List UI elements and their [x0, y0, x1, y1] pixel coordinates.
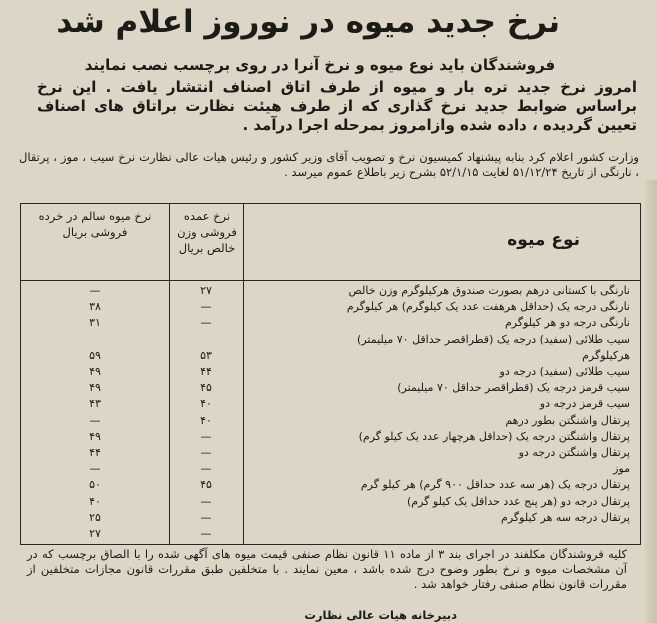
fruit-name: نارنگی درجه یک (حداقل هرهفت عدد یک کیلوگرم) هر کیلوگرم — [346, 300, 630, 314]
wholesale-price: — — [200, 462, 212, 476]
lead-paragraph: امروز نرخ جدید تره بار و میوه از طرف اتاق اصناف انتشار یافت . این نرخ براساس ضوابط جدید نرخ گذاری که از طرف هیئت نظارت براتاق های اصناف تعیین گردیده ، داده شده وازامروز بمرحله اجرا درآمد . — [37, 78, 637, 134]
col-header-wholesale: نرخ عمده فروشی وزن خالص بریال — [177, 209, 237, 255]
retail-price: ۳۱ — [89, 316, 101, 330]
retail-price: ۳۸ — [89, 300, 101, 314]
col-header-retail: نرخ میوه سالم در خرده فروشی بریال — [38, 209, 152, 239]
retail-price: ۴۴ — [89, 446, 101, 459]
header-divider — [21, 280, 640, 281]
table-row — [21, 300, 640, 314]
wholesale-price: ۵۳ — [200, 348, 212, 362]
retail-price: — — [89, 413, 101, 427]
wholesale-price: ۴۴ — [200, 365, 212, 378]
subheadline: فروشندگان باید نوع میوه و نرخ آنرا در روی برچسب نصب نمایند — [84, 56, 556, 74]
retail-price: ۲۷ — [89, 527, 101, 540]
retail-price: ۴۹ — [89, 381, 101, 395]
fruit-name: پرتقال درجه دو (هر پنج عدد حداقل یک کیلو گرم) — [407, 494, 630, 508]
table-row — [21, 316, 640, 330]
fruit-name: پرتقال واشنگتن درجه دو — [518, 446, 630, 459]
fruit-name: موز — [613, 462, 630, 476]
retail-price: ۵۰ — [89, 478, 101, 492]
wholesale-price: — — [200, 300, 212, 314]
retail-price: ۵۹ — [89, 348, 101, 362]
headline: نرخ جدید میوه در نوروز اعلام شد — [56, 4, 560, 40]
retail-price: ۴۹ — [89, 429, 101, 443]
price-table — [20, 203, 641, 545]
retail-price: ۴۹ — [89, 365, 101, 378]
table-row — [21, 446, 640, 460]
wholesale-price: — — [200, 446, 212, 459]
wholesale-price: ۴۰ — [200, 397, 212, 411]
wholesale-price: — — [200, 510, 212, 524]
fruit-name: نارنگی با کستانی درهم بصورت صندوق هرکیلوگرم وزن خالص — [348, 284, 630, 297]
fruit-name: پرتقال درجه سه هر کیلوگرم — [501, 510, 630, 524]
table-row — [21, 349, 640, 363]
table-row — [21, 430, 640, 444]
table-row — [21, 527, 640, 541]
wholesale-price: ۴۵ — [200, 381, 212, 395]
fruit-name: سیب قرمز درجه یک (قطراقصر حداقل ۷۰ میلیمتر) — [397, 381, 630, 395]
table-row — [21, 381, 640, 395]
retail-price: ۴۰ — [89, 494, 101, 508]
col-header-fruit: نوع میوه — [507, 230, 580, 250]
wholesale-price: ۴۵ — [200, 478, 212, 492]
table-row — [21, 495, 640, 509]
table-row — [21, 365, 640, 379]
table-row — [21, 397, 640, 411]
table-row — [21, 478, 640, 492]
intro-paragraph: وزارت کشور اعلام کرد بنابه پیشنهاد کمیسیون نرخ و تصویب آقای وزیر کشور و رئیس هیات عالی نظارت نرخ سیب ، موز ، پرتقال ، نارنگی از تاریخ ۵۱/۱۲/۲۴ لغایت ۵۲/۱/۱۵ بشرح زیر باطلاع عموم میرسد . — [19, 150, 639, 179]
fruit-name: هرکیلوگرم — [582, 348, 630, 362]
retail-price: ۲۵ — [89, 510, 101, 524]
wholesale-price: — — [200, 316, 212, 330]
fruit-name: نارنگی درجه دو هر کیلوگرم — [504, 316, 630, 330]
signature: دبیرخانه هیات عالی نظارت — [304, 608, 457, 622]
retail-price: — — [89, 462, 101, 476]
table-row — [21, 284, 640, 298]
table-row — [21, 333, 640, 347]
retail-price: ۴۳ — [89, 397, 101, 411]
fruit-name: پرتقال واشنگتن بطور درهم — [505, 413, 630, 427]
fruit-name: سیب قرمز درجه دو — [539, 397, 630, 411]
footer-notice: کلیه فروشندگان مکلفند در اجرای بند ۳ از ماده ۱۱ قانون نظام صنفی قیمت میوه های آگهی شده را با الصاق برچسب که در آن مشخصات میوه و نرخ بطور وضوح درج شده باشد ، معین نمایند . با متخلفین طبق مقررات قانون مجازات متخلفین از مقررات قانون نظام صنفی رفتار خواهد شد . — [27, 547, 627, 591]
page-edge — [645, 180, 657, 623]
retail-price: — — [89, 284, 101, 297]
fruit-name: پرتقال درجه یک (هر سه عدد حداقل ۹۰۰ گرم) هر کیلو گرم — [360, 478, 630, 492]
wholesale-price: ۲۷ — [200, 284, 212, 297]
table-row — [21, 414, 640, 428]
wholesale-price: — — [200, 494, 212, 508]
fruit-name: پرتقال واشنگتن درجه یک (حداقل هرچهار عدد یک کیلو گرم) — [358, 429, 630, 443]
table-row — [21, 462, 640, 476]
fruit-name: سیب طلائی (سفید) درجه دو — [499, 365, 630, 378]
fruit-name: سیب طلائی (سفید) درجه یک (قطراقصر حداقل ۷۰ میلیمتر) — [357, 332, 630, 346]
wholesale-price: — — [200, 527, 212, 540]
table-row — [21, 511, 640, 525]
wholesale-price: — — [200, 429, 212, 443]
wholesale-price: ۴۰ — [200, 413, 212, 427]
